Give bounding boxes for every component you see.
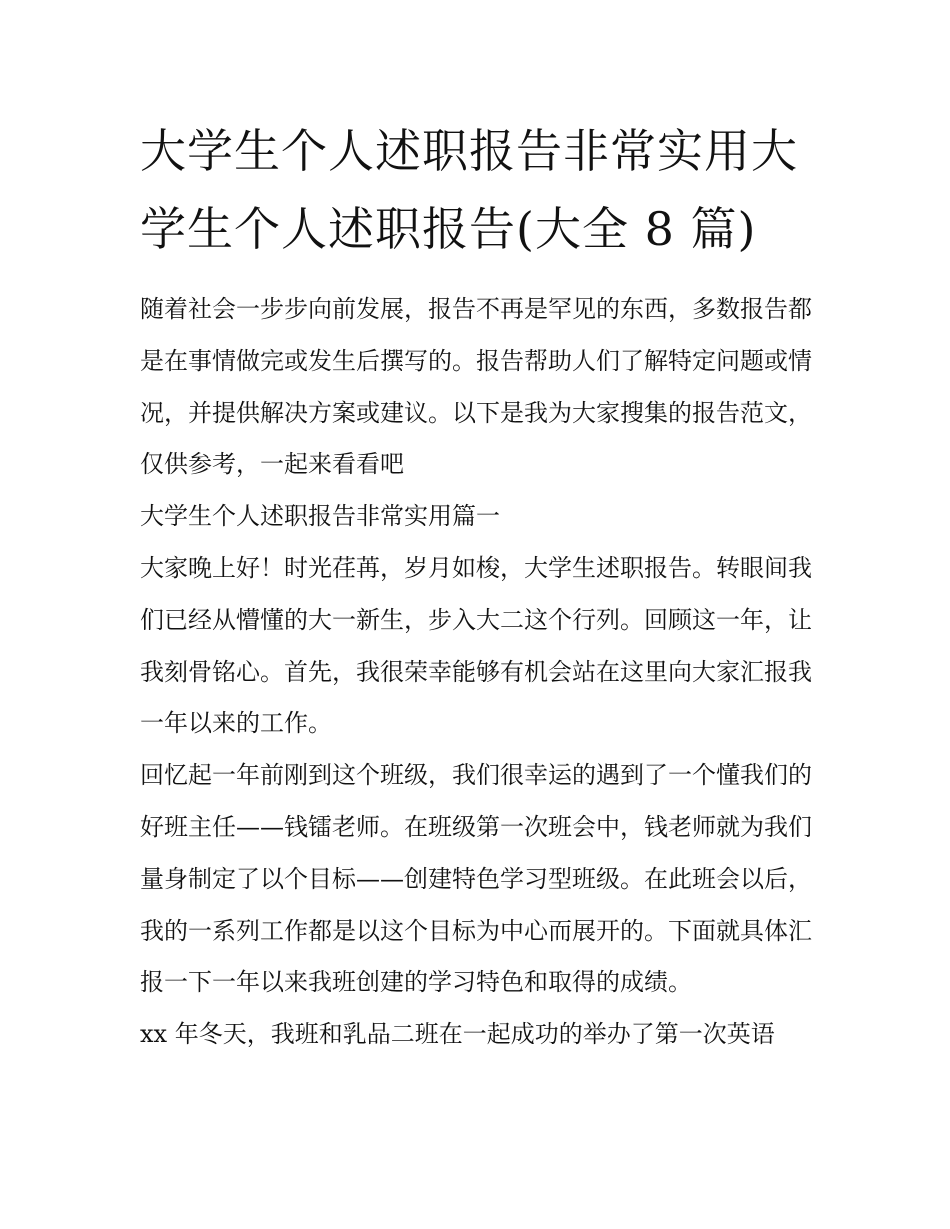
section-heading: 大学生个人述职报告非常实用篇一 xyxy=(140,502,500,531)
intro-paragraph: 随着社会一步步向前发展，报告不再是罕见的东西，多数报告都是在事情做完或发生后撰写的。报告帮助人们了解特定问题或情况，并提供解决方案或建议。以下是我为大家搜集的报告范文，仅供参考，一起来看看吧 xyxy=(140,295,812,479)
body-paragraph: xx 年冬天，我班和乳品二班在一起成功的举办了第一次英语 xyxy=(140,1020,775,1049)
document-title: 大学生个人述职报告非常实用大学生个人述职报告(大全 8 篇) xyxy=(140,124,798,256)
body-paragraph: 大家晚上好！时光荏苒，岁月如梭，大学生述职报告。转眼间我们已经从懵懂的大一新生，步入大二这个行列。回顾这一年，让我刻骨铭心。首先，我很荣幸能够有机会站在这里向大家汇报我一年以来的工作。 xyxy=(140,553,812,738)
document-body xyxy=(140,284,812,1061)
body-paragraph: 回忆起一年前刚到这个班级，我们很幸运的遇到了一个懂我们的好班主任——钱镭老师。在班级第一次班会中，钱老师就为我们量身制定了以个目标——创建特色学习型班级。在此班会以后，我的一系列工作都是以这个目标为中心而展开的。下面就具体汇报一下一年以来我班创建的学习特色和取得的成绩。 xyxy=(140,761,812,997)
